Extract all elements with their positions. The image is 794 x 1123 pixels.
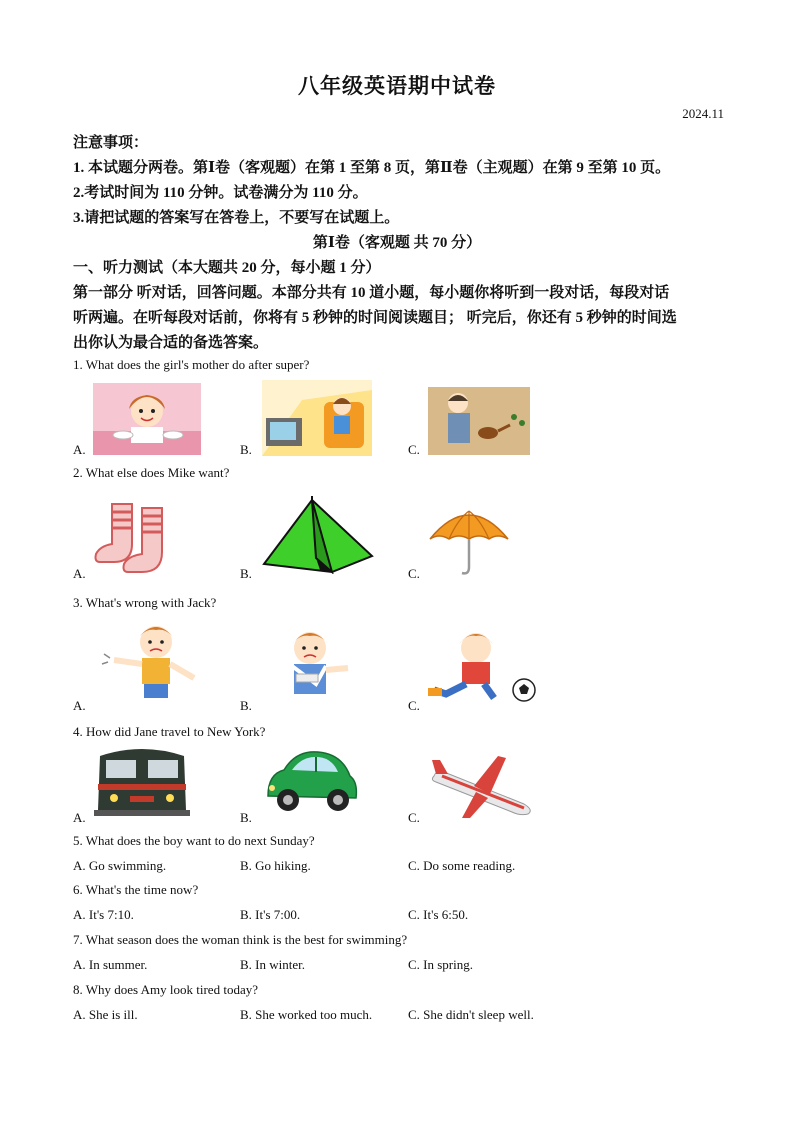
q7-option-c: C. In spring. bbox=[408, 957, 473, 972]
question-5: 5. What does the boy want to do next Sunday? bbox=[73, 833, 315, 848]
q3-option-b: B. bbox=[240, 698, 252, 713]
train-image bbox=[94, 746, 190, 818]
q1-option-c: C. bbox=[408, 442, 420, 457]
notes-heading: 注意事项： bbox=[73, 135, 149, 151]
q4-option-a: A. bbox=[73, 810, 86, 825]
section-heading: 一、听力测试（本大题共 20 分，每小题 1 分） bbox=[73, 260, 381, 276]
instructions-line-1: 第一部分 听对话，回答问题。本部分共有 10 道小题，每小题你将听到一段对话，每段对话 bbox=[73, 285, 670, 301]
notes-item-3: 3.请把试题的答案写在答卷上，不要写在试题上。 bbox=[73, 210, 400, 226]
car-image bbox=[262, 748, 360, 818]
q3-option-c: C. bbox=[408, 698, 420, 713]
q3-option-a: A. bbox=[73, 698, 86, 713]
q4-option-c: C. bbox=[408, 810, 420, 825]
girl-watching-tv-image bbox=[262, 380, 372, 456]
q7-option-a: A. In summer. bbox=[73, 957, 148, 972]
q5-option-a: A. Go swimming. bbox=[73, 858, 167, 873]
question-2: 2. What else does Mike want? bbox=[73, 465, 230, 480]
q2-option-c: C. bbox=[408, 566, 420, 581]
q7-option-b: B. In winter. bbox=[240, 957, 305, 972]
boy-broken-arm-image bbox=[262, 626, 362, 706]
boy-hurt-hand-image bbox=[100, 620, 210, 706]
q1-option-a: A. bbox=[73, 442, 86, 457]
girl-washing-dishes-image bbox=[93, 383, 201, 455]
socks-image bbox=[92, 500, 182, 578]
q8-option-c: C. She didn't sleep well. bbox=[408, 1007, 534, 1022]
boy-hurt-leg-image bbox=[426, 628, 538, 706]
question-7: 7. What season does the woman think is the best for swimming? bbox=[73, 932, 408, 947]
question-6: 6. What's the time now? bbox=[73, 882, 199, 897]
part1-heading: 第Ⅰ卷（客观题 共 70 分） bbox=[312, 235, 482, 251]
plane-image bbox=[428, 752, 538, 822]
instructions-line-2: 听两遍。在听每段对话前，你将有 5 秒钟的时间阅读题目； 听完后，你还有 5 秒钟的时间选 bbox=[73, 310, 677, 326]
question-1: 1. What does the girl's mother do after super? bbox=[73, 357, 310, 372]
tent-image bbox=[260, 496, 376, 574]
q6-option-c: C. It's 6:50. bbox=[408, 907, 469, 922]
q8-option-b: B. She worked too much. bbox=[240, 1007, 373, 1022]
exam-title: 八年级英语期中试卷 bbox=[298, 74, 496, 98]
instructions-line-3: 出你认为最合适的备选答案。 bbox=[73, 335, 269, 351]
notes-item-2: 2.考试时间为 110 分钟。试卷满分为 110 分。 bbox=[73, 185, 368, 201]
q8-option-a: A. She is ill. bbox=[73, 1007, 138, 1022]
woman-watering-plants-image bbox=[428, 387, 530, 455]
q6-option-a: A. It's 7:10. bbox=[73, 907, 134, 922]
exam-date: 2024.11 bbox=[682, 106, 724, 121]
notes-item-1: 1. 本试题分两卷。第Ⅰ卷（客观题）在第 1 至第 8 页，第Ⅱ卷（主观题）在第 9 至第 10 页。 bbox=[73, 160, 671, 176]
q1-option-b: B. bbox=[240, 442, 252, 457]
question-8: 8. Why does Amy look tired today? bbox=[73, 982, 258, 997]
q6-option-b: B. It's 7:00. bbox=[240, 907, 301, 922]
question-3: 3. What's wrong with Jack? bbox=[73, 595, 217, 610]
q5-option-c: C. Do some reading. bbox=[408, 858, 516, 873]
umbrella-image bbox=[428, 505, 510, 577]
q2-option-a: A. bbox=[73, 566, 86, 581]
question-4: 4. How did Jane travel to New York? bbox=[73, 724, 266, 739]
q5-option-b: B. Go hiking. bbox=[240, 858, 311, 873]
q4-option-b: B. bbox=[240, 810, 252, 825]
q2-option-b: B. bbox=[240, 566, 252, 581]
